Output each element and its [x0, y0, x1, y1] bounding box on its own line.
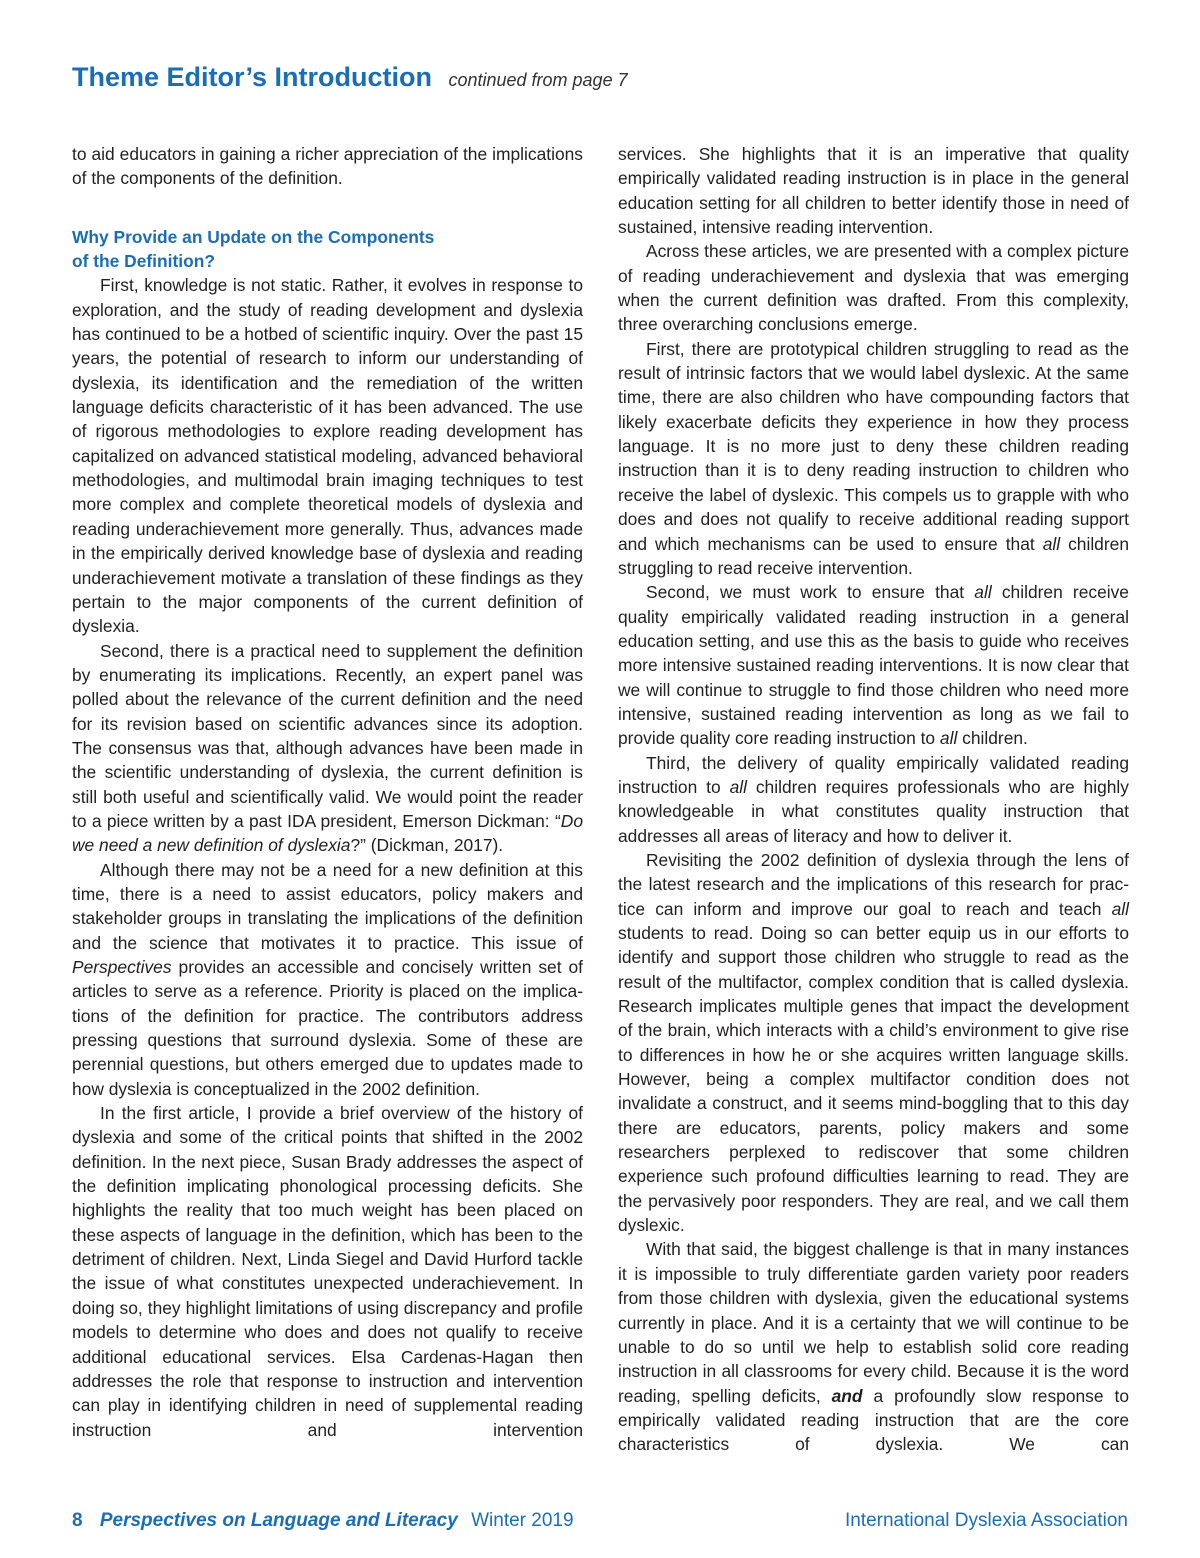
continued-note: continued from page 7 [448, 70, 628, 90]
italic-title: Perspectives [72, 957, 172, 977]
text-run: students to read. Doing so can better equip us in our efforts to identify and support those children who struggle to read as the result of the multifactor, complex condition that is called dyslexia. Research implicates multiple genes that impact the development of the brain, which interacts with a child’s environment to give rise to differences in how he or she acquires written language skills. However, being a complex multifactor condition does not invalidate a construct, and it seems mind-boggling that to this day there are educators, parents, policy makers and some researchers perplexed to rediscover that some children experience such profound difficulties learning to read. They are the pervasively poor responders. They are real, and we call them dyslexic. [618, 923, 1129, 1236]
paragraph [618, 751, 1129, 848]
text-run: Second, we must work to ensure that [646, 582, 975, 603]
issue-date: Winter 2019 [471, 1510, 574, 1531]
text-run: Second, there is a practical need to supplement the definition by enumerating its implications. Recently, an expert panel was polled about the relevance of the current definition and the need for its revision based on scientific advances since its adoption. The consensus was that, although advances have been made in the scientific understanding of dyslexia, the current definition is still both useful and scientifically valid. We would point the reader to a piece written by a past IDA president, Emerson Dickman: “ [72, 640, 583, 831]
emphasis: and [831, 1385, 863, 1406]
text-run: First, there are prototypical children struggling to read as the result of intrinsic factors that we would label dyslexic. At the same time, there are also children who have compounding factors that likely exacerbate deficits they experience in how they process language. It is no more just to deny these children reading instruction than it is to deny reading instruction to children who receive the label of dyslexic. This compels us to grapple with who does and does not qualify to receive additional reading support and which mechanisms can be used to ensure that [618, 338, 1129, 554]
text-run: Third, the delivery of quality empirically validated reading instruction to [618, 752, 1129, 797]
paragraph [618, 848, 1129, 1238]
italic-title: Do we need a new definition of dyslexia [72, 810, 583, 856]
paragraph [618, 580, 1129, 750]
paragraph: services. She highlights that it is an imperative that quality empirically validated reading instruction is in place in the general education setting for all children to better identify those in need of sustained, intensive reading intervention. [618, 144, 1129, 238]
emphasis: all [729, 776, 747, 797]
paragraph [72, 639, 583, 858]
emphasis: all [939, 728, 958, 749]
paragraph: First, knowledge is not static. Rather, it evolves in response to exploration, and the study of reading development and dyslexia has continued to be a hotbed of scientific inquiry. Over the past 15 years, the potential of research to inform our understanding of dyslexia, its identification and the remediation of the written language deficits characteristic of it has been advanced. The use of rigorous methodologies to explore reading development has capitalized on advanced statistical modeling, advanced behavioral methodologies, and multimodal brain imaging techniques to test more complex and complete theoretical models of dyslexia and reading underachievement more generally. Thus, advances made in the empirically derived knowledge base of dyslexia and reading underachievement motivate a translation of these findings as they pertain to the major components of the current definition of dyslexia. [72, 275, 583, 637]
right-column [618, 142, 1129, 1457]
page-number: 8 [72, 1510, 83, 1531]
text-run: children requires professionals who are highly knowledgeable in what constitutes quality instruction that addresses all areas of literacy and how to deliver it. [618, 776, 1129, 846]
publisher-name: International Dyslexia Association [844, 1510, 1128, 1531]
text-run: children. [957, 728, 1028, 749]
emphasis: all [1042, 533, 1061, 554]
paragraph: to aid educators in gaining a richer appreciation of the implications of the components of the definition. [72, 144, 583, 189]
left-column [72, 142, 583, 1442]
paragraph [618, 1237, 1129, 1456]
heading-line: Why Provide an Update on the Components [72, 226, 435, 247]
paragraph: In the first article, I provide a brief overview of the history of dyslexia and some of the critical points that shifted in the 2002 definition. In the next piece, Susan Brady addresses the aspect of the definition implicating phonological processing deficits. She highlights the reality that too much weight has been placed on these aspects of language in the definition, which has been to the detriment of children. Next, Linda Siegel and David Hurford tackle the issue of what constitutes unexpected underachievement. In doing so, they highlight limitations of using discrepancy and profile models to determine who does and does not qualify to receive additional educational services. Elsa Cardenas-Hagan then addresses the role that response to instruction and intervention can play in identifying children in need of supplemental reading instruction and intervention [72, 1103, 583, 1440]
paragraph [618, 337, 1129, 580]
text-run: a profoundly slow response to empirically validated reading instruction that are the core characteristics of dyslexia. We can [618, 1385, 1129, 1455]
text-run: With that said, the biggest challenge is that in many instances it is impossible to truly differentiate garden variety poor readers from those children with dyslexia, given the educational systems currently in place. And it is a certainty that we will continue to be unable to do so until we help to establish solid core reading instruction in all classrooms for every child. Because it is the word reading, spelling deficits, [618, 1239, 1129, 1406]
section-title: Theme Editor’s Introduction [72, 62, 433, 92]
paragraph: Across these articles, we are presented with a complex picture of reading underachievement and dyslexia that was emerging when the current definition was drafted. From this complexity, three overarching conclusions emerge. [618, 241, 1129, 335]
text-run: children struggling to read receive intervention. [618, 533, 1129, 578]
emphasis: all [1111, 898, 1129, 919]
heading-line: of the Definition? [72, 251, 215, 272]
section-heading [72, 225, 583, 274]
text-run: Revisiting the 2002 definition of dyslexia through the lens of the latest research and the implications of this research for practice can inform and improve our goal to reach and teach [618, 849, 1129, 919]
text-run: children receive quality empirically validated reading instruction in a general education setting, and use this as the basis to guide who receives more intensive sustained reading interventions. It is now clear that we will continue to struggle to find those children who need more intensive, sustained reading intervention as long as we fail to provide quality core reading instruction to [618, 582, 1129, 749]
text-run: provides an accessible and concisely written set of articles to serve as a reference. Priority is placed on the implications of the definition for practice. The contributors address pressing questions that surround dyslexia. Some of these are perennial questions, but others emerged due to updates made to how dyslexia is conceptualized in the 2002 definition. [72, 957, 583, 1099]
text-run: ?” (Dickman, 2017). [350, 835, 504, 856]
footer-left [72, 1510, 574, 1532]
emphasis: all [974, 582, 992, 603]
journal-title: Perspectives on Language and Literacy [99, 1510, 458, 1531]
running-header [72, 62, 628, 93]
paragraph [72, 858, 583, 1101]
text-run: Although there may not be a need for a new definition at this time, there is a need to assist educators, policy makers and stakeholder groups in translating the implications of the definition and the science that motivates it to practice. This issue of [72, 859, 583, 953]
